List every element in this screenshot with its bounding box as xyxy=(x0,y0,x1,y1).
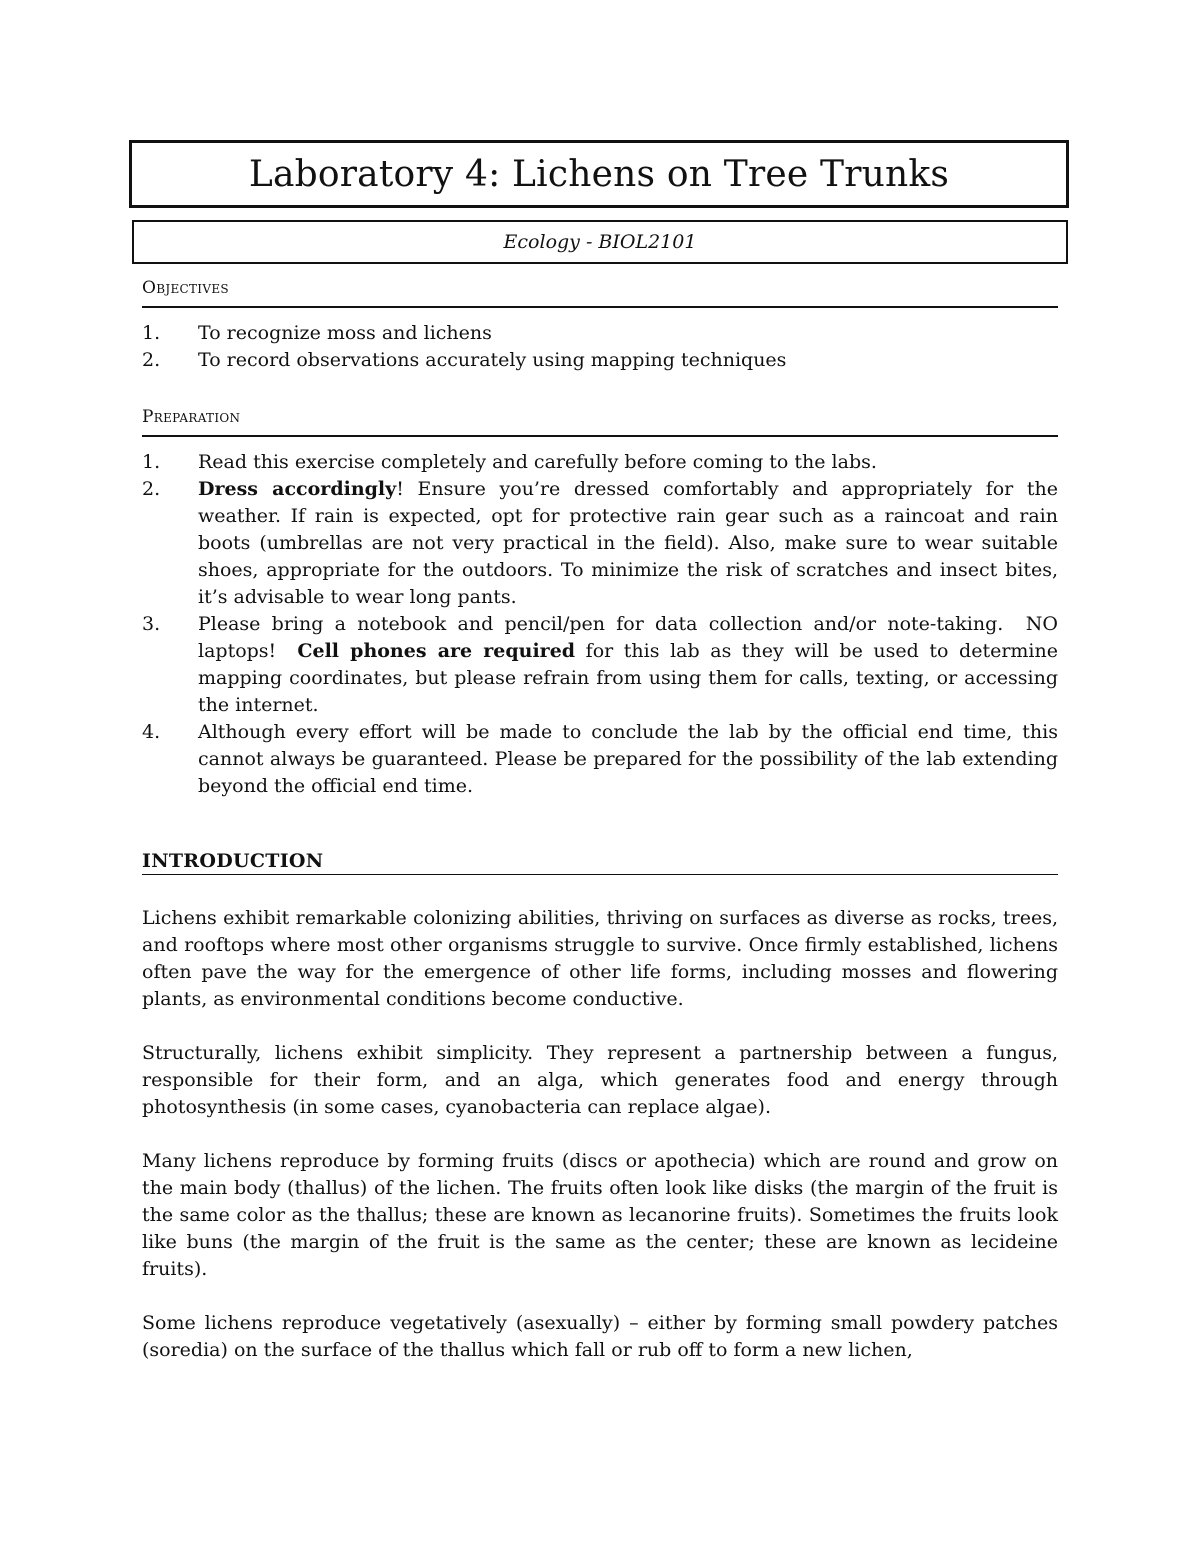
objectives-heading: Objectives xyxy=(142,278,1058,308)
document-body xyxy=(142,278,1065,1391)
intro-paragraph: Structurally, lichens exhibit simplicity. They represent a partnership between a fungus, responsible for their form, and an alga, which generates food and energy through photosynthesis (in some cases, cyanobacteria can replace algae). xyxy=(142,1042,1058,1118)
list-text: Although every effort will be made to conclude the lab by the official end time, this cannot always be guaranteed. Please be prepared for the possibility of the lab extending beyond the official end time. xyxy=(198,721,1058,797)
list-text-rest: for this lab as they will be used to determine mapping coordinates, but please refrain from using them for calls, texting, or accessing the internet. xyxy=(198,640,1058,716)
objectives-list xyxy=(142,320,1058,374)
intro-paragraph: Some lichens reproduce vegetatively (asexually) – either by forming small powdery patches (soredia) on the surface of the thallus which fall or rub off to form a new lichen, xyxy=(142,1312,1058,1361)
title-box xyxy=(129,140,1069,208)
list-number: 4. xyxy=(142,721,161,743)
list-text-start: Please bring a notebook and pencil/pen for data collection and/or note-taking. NO laptops! xyxy=(198,613,1065,662)
preparation-heading: Preparation xyxy=(142,407,1058,437)
bold-phrase: Cell phones are required xyxy=(297,640,576,662)
list-number: 1. xyxy=(142,322,161,344)
list-item xyxy=(142,476,1058,611)
list-number: 2. xyxy=(142,478,161,500)
list-item xyxy=(142,347,1058,374)
list-text: To recognize moss and lichens xyxy=(198,322,492,344)
list-number: 3. xyxy=(142,613,161,635)
course-box xyxy=(132,220,1068,264)
list-number: 1. xyxy=(142,451,161,473)
page-title: Laboratory 4: Lichens on Tree Trunks xyxy=(248,153,950,195)
list-number: 2. xyxy=(142,349,161,371)
list-text: Read this exercise completely and carefully before coming to the labs. xyxy=(198,451,877,473)
introduction-heading: INTRODUCTION xyxy=(142,850,1058,875)
list-text xyxy=(198,476,1058,611)
intro-paragraph: Many lichens reproduce by forming fruits (discs or apothecia) which are round and grow on the main body (thallus) of the lichen. The fruits often look like disks (the margin of the fruit is the same color as the thallus; these are known as lecanorine fruits). Sometimes the fruits look like buns (the margin of the fruit is the same as the center; these are known as lecideine fruits). xyxy=(142,1150,1058,1280)
list-text-rest: ! Ensure you’re dressed comfortably and appropriately for the weather. If rain is expected, opt for protective rain gear such as a raincoat and rain boots (umbrellas are not very practical in the field). Also, make sure to wear suitable shoes, appropriate for the outdoors. To minimize the risk of scratches and insect bites, it’s advisable to wear long pants. xyxy=(198,478,1059,608)
intro-paragraph: Lichens exhibit remarkable colonizing abilities, thriving on surfaces as diverse as rocks, trees, and rooftops where most other organisms struggle to survive. Once firmly established, lichens often pave the way for the emergence of other life forms, including mosses and flowering plants, as environmental conditions become conductive. xyxy=(142,907,1058,1010)
bold-phrase: Dress accordingly xyxy=(198,478,397,500)
list-item xyxy=(142,320,1058,347)
list-item xyxy=(142,611,1065,719)
course-subtitle: Ecology - BIOL2101 xyxy=(503,231,697,253)
list-item xyxy=(142,719,1058,800)
preparation-list xyxy=(142,449,1065,800)
list-text: To record observations accurately using mapping techniques xyxy=(198,349,787,371)
list-item xyxy=(142,449,1058,476)
list-text xyxy=(198,611,1065,719)
